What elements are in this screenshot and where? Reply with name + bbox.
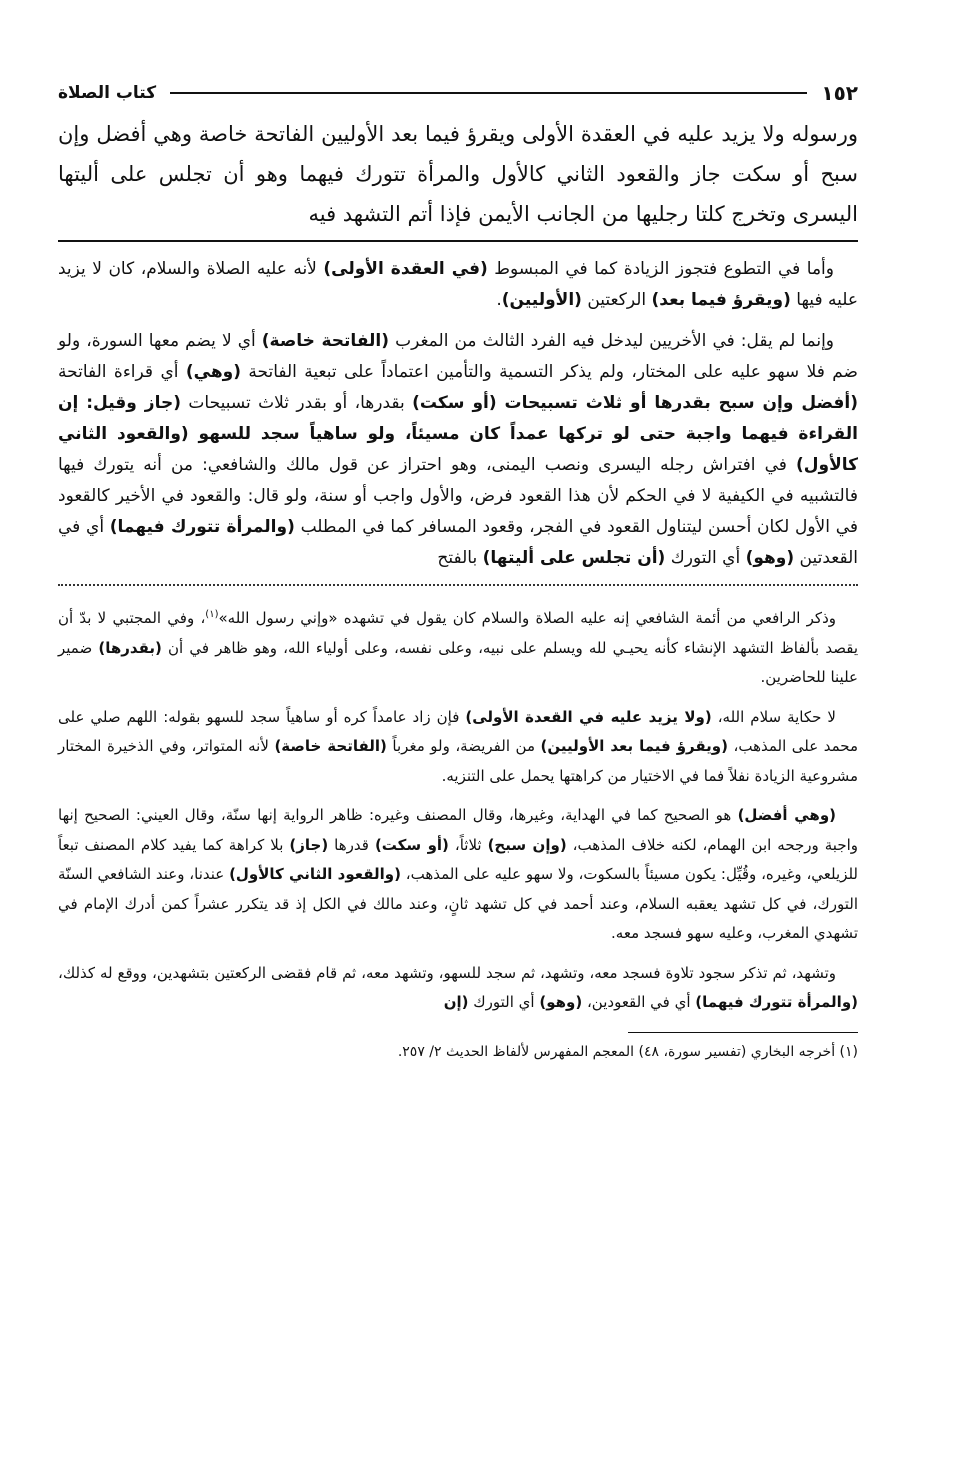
book-title: كتاب الصلاة: [58, 83, 157, 103]
bold-quote: (والمرأة تتورك فيهما): [695, 993, 858, 1011]
bold-quote: (بقدرها): [98, 638, 162, 657]
text-run: وتشهد، ثم تذكر سجود تلاوة فسجد معه، وتشهد، ثم سجد للسهو، وتشهد معه، ثم قام فقضى الركعتين بتشهدين، ووقع له كذلك،: [58, 963, 836, 982]
paragraph: [58, 959, 858, 1018]
bold-quote: (ولا يزيد عليه في القعدة الأولى): [465, 707, 712, 726]
text-run: لا حكاية سلام الله،: [711, 707, 836, 726]
text-run: أي في القعودين،: [582, 993, 696, 1011]
text-run: لأنه عليه الصلاة والسلام، كان لا يزيد عليه فيها: [58, 259, 858, 310]
text-run: عندنا، وعند الشافعي السنّة التورك، في كل تشهد يعقبه السلام، وعند أحمد في كل تشهد ثانٍ، وعند مالك في الكل إذ قد يتكرر عشراً كمن أدرك الإمام في تشهدي المغرب، وعليه سهو فسجد معه.: [58, 865, 858, 942]
text-run: الركعتين: [581, 290, 652, 310]
commentary-lower: [58, 600, 858, 1018]
paragraph: [58, 703, 858, 792]
main-text: ورسوله ولا يزيد عليه في العقدة الأولى ويقرؤ فيما بعد الأوليين الفاتحة خاصة وهي أفضل وإن سبح أو سكت جاز والقعود الثاني كالأول والمرأة تتورك فيهما وهو أن تجلس على أليتها اليسرى وتخرج كلتا رجليها من الجانب الأيمن فإذا أتم التشهد فيه: [58, 122, 858, 226]
bold-quote: (الفاتحة خاصة): [261, 331, 390, 351]
bold-quote: (الفاتحة خاصة): [274, 737, 387, 755]
bold-quote: (أفضل وإن سبح بقدرها أو ثلاث تسبيحات (أو سكت): [412, 393, 859, 413]
text-run: هو الصحيح كما في الهداية، وغيرها، وقال المصنف وغيره: ظاهر الرواية إنها سنّة، وقال العيني: الصحيح إنها واجبة ورجحه ابن الهمام، لكنه خلاف المذهب،: [58, 806, 859, 854]
book-page: [58, 78, 858, 1063]
bold-quote: (وهي): [185, 362, 241, 382]
text-run: لأنه المتواتر، وفي الذخيرة المختار مشروعية الزيادة نفلاً فما في الاختيار من كراهتها يحمل على التنزيه.: [58, 737, 858, 785]
text-run: وأما في التطوع فتجوز الزيادة كما في المبسوط: [487, 259, 834, 279]
commentary-upper: [58, 254, 858, 574]
text-run: أي التورك: [468, 993, 540, 1011]
text-run: فإن زاد عامداً كره أو ساهياً سجد للسهو بقوله: اللهم صلي على محمد على المذهب،: [58, 707, 858, 755]
paragraph: [58, 801, 858, 949]
running-header: [58, 78, 858, 108]
text-run: وذكر الرافعي من أئمة الشافعي إنه عليه الصلاة والسلام كان يقول في تشهده «وإني رسول الله»: [218, 609, 836, 627]
bold-quote: (وإن سبح): [487, 835, 567, 854]
text-run: ثلاثاً،: [448, 835, 488, 854]
footnote-ref: (١): [205, 609, 219, 620]
bold-quote: (وهو): [539, 993, 583, 1011]
text-run: بقدرها، أو بقدر ثلاث تسبيحات: [181, 393, 413, 413]
bold-quote: (ويقرؤ فيما بعد): [651, 290, 791, 310]
text-run: أي قراءة الفاتحة: [58, 362, 186, 382]
text-run: أي التورك: [665, 548, 746, 568]
footnote: (١) أخرجه البخاري (تفسير سورة، ٤٨) المعجم المفهرس لألفاظ الحديث ٢/ ٢٥٧.: [397, 1043, 858, 1060]
bold-quote: (وهي أفضل): [737, 806, 836, 824]
paragraph: [58, 254, 858, 316]
bold-quote: (إن: [443, 993, 469, 1011]
commentary-divider: [58, 584, 858, 586]
bold-quote: (أو سكت): [374, 835, 449, 854]
bold-quote: (في العقدة الأولى): [323, 259, 488, 279]
text-run: من الفريضة، ولو مغرباً: [386, 737, 541, 755]
bold-quote: (الأوليين): [501, 290, 582, 310]
bold-quote: (والمرأة تتورك فيهما): [109, 517, 295, 537]
bold-quote: (أن تجلس على أليتها): [482, 548, 666, 568]
main-text-divider: [58, 240, 858, 242]
bold-quote: (جاز): [289, 835, 329, 854]
bold-quote: (ويقرؤ فيما بعد الأوليين): [540, 737, 728, 755]
text-run: قدرها: [328, 835, 375, 854]
bold-quote: (وهو): [745, 548, 795, 568]
text-run: بالفتح: [437, 548, 483, 568]
text-run: ضمير علينا للحاضرين.: [58, 638, 858, 686]
text-run: بلا كراهة كما يفيد كلام المصنف تبعاً للزيلعي، وغيره، وقُيِّل: يكون مسيئاً بالسكوت، ولا سهو عليه على المذهب،: [58, 835, 859, 883]
footnote-rule: [628, 1032, 858, 1033]
text-run: وإنما لم يقل: في الأخريين ليدخل فيه الفرد الثالث من المغرب: [389, 331, 835, 351]
bold-quote: (والقعود الثاني كالأول): [229, 865, 401, 883]
paragraph: [58, 600, 858, 693]
text-run: ، وفي المجتبي لا بدّ أن يقصد بألفاظ التشهد الإنشاء كأنه يحيـي لله ويسلم على نبيه، وعلى نفسه، وعلى أولياء الله، وهو ظاهر في أن: [58, 609, 858, 657]
text-run: في افتراش رجله اليسرى ونصب اليمنى، وهو احتراز عن قول مالك والشافعي: من أنه يتورك فيها فالتشبيه في الكيفية لا في الحكم لأن هذا القعود فرض، والأول واجب أو سنة، ولو قال: والقعود في الأخير كالقعود في الأول لكان أحسن ليتناول القعود في الفجر، وقعود المسافر كما في المطلب: [58, 455, 858, 537]
text-run: .: [496, 290, 502, 310]
text-run: أي في القعدتين: [58, 517, 858, 568]
paragraph: [58, 326, 858, 574]
page-number: ١٥٢: [821, 81, 858, 105]
bold-quote: (جاز وقيل: إن القراءة فيهما واجبة حتى لو تركها عمداً كان مسيئاً، ولو ساهياً سجد للسهو (والقعود الثاني كالأول): [58, 393, 858, 475]
header-rule: [170, 92, 807, 94]
text-run: أي لا يضم معها السورة، ولو ضم فلا سهو عليه على المختار، ولم يذكر التسمية والتأمين اعتماداً على تبعية الفاتحة: [58, 331, 858, 382]
